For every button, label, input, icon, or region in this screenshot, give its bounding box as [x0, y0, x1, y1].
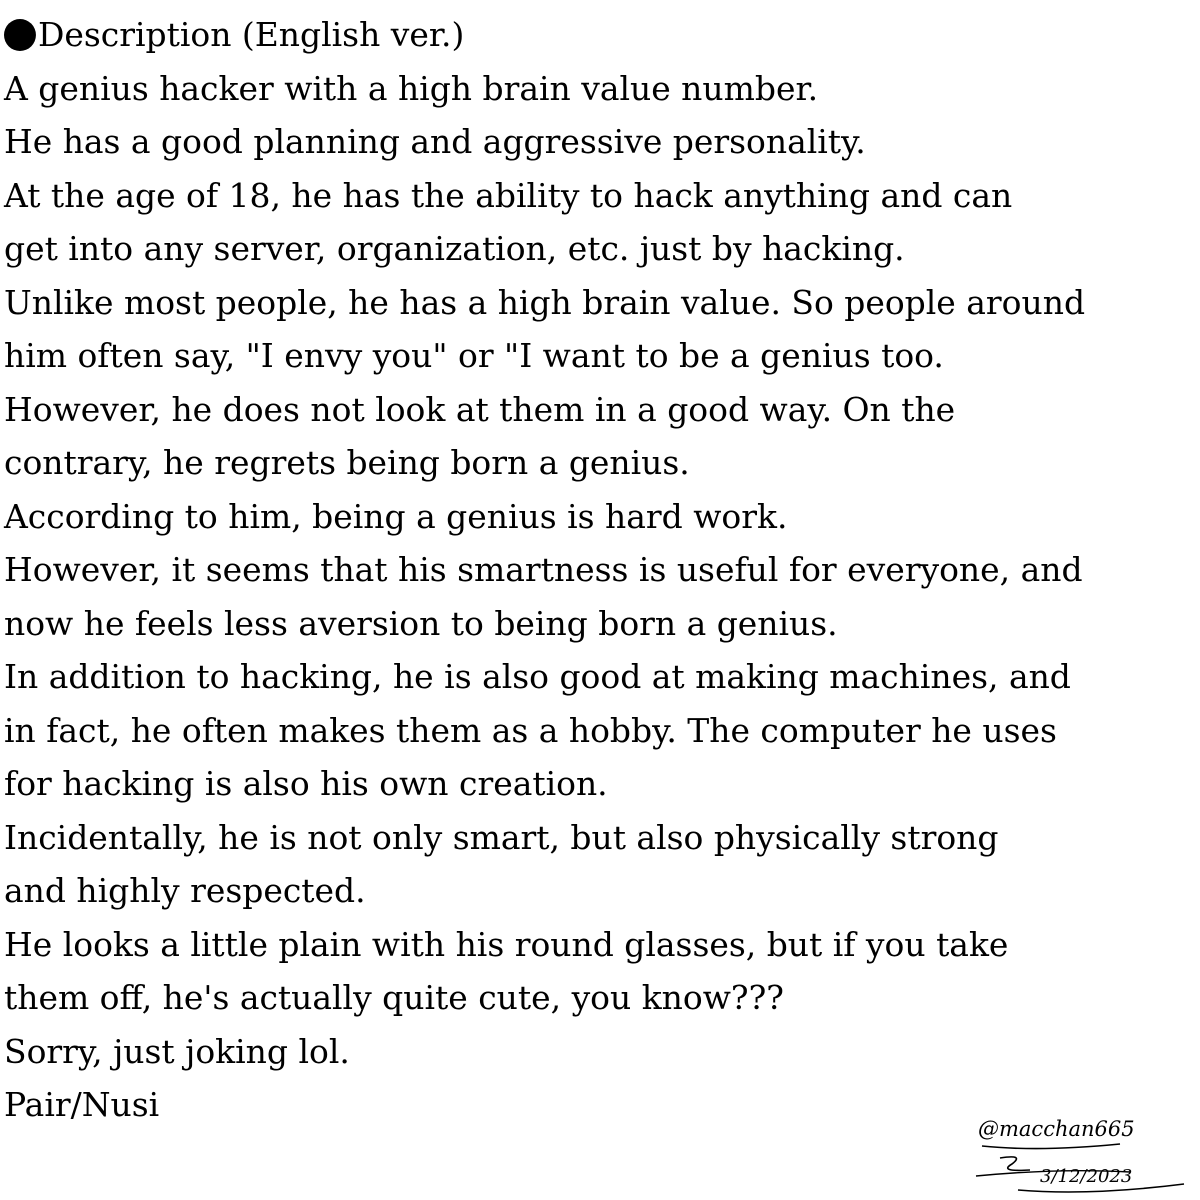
text-line: He looks a little plain with his round glasses, but if you take — [4, 924, 1009, 964]
text-line: him often say, "I envy you" or "I want to be a genius too. — [4, 336, 944, 375]
signature-handle: @macchan665 — [978, 1117, 1135, 1141]
text-line: and highly respected. — [4, 871, 366, 910]
description-document — [4, 8, 1196, 1132]
black-circle-icon — [4, 19, 36, 51]
text-line: Incidentally, he is not only smart, but also physically strong — [4, 817, 999, 857]
handwritten-signature — [970, 1110, 1195, 1195]
description-heading — [4, 8, 1194, 62]
text-line: contrary, he regrets being born a genius. — [4, 443, 690, 482]
text-line: now he feels less aversion to being born a genius. — [4, 603, 838, 643]
text-line: for hacking is also his own creation. — [4, 764, 608, 803]
text-line: them off, he's actually quite cute, you know??? — [4, 978, 784, 1017]
text-line: At the age of 18, he has the ability to hack anything and can — [4, 175, 1013, 215]
text-line: Sorry, just joking lol. — [4, 1031, 350, 1071]
text-line: In addition to hacking, he is also good at making machines, and — [4, 657, 1071, 696]
text-line: However, he does not look at them in a good way. On the — [4, 389, 956, 429]
text-line: Pair/Nusi — [4, 1085, 160, 1124]
text-line: Unlike most people, he has a high brain value. So people around — [4, 282, 1086, 322]
text-line: in fact, he often makes them as a hobby. The computer he uses — [4, 710, 1057, 750]
text-line: According to him, being a genius is hard work. — [4, 496, 788, 536]
signature-date: 3/12/2023 — [1040, 1166, 1133, 1187]
text-line: A genius hacker with a high brain value number. — [4, 68, 819, 108]
text-line: get into any server, organization, etc. just by hacking. — [4, 229, 905, 268]
text-line: However, it seems that his smartness is useful for everyone, and — [4, 550, 1083, 589]
heading-text: Description (English ver.) — [37, 15, 465, 54]
text-line: He has a good planning and aggressive personality. — [4, 122, 866, 161]
